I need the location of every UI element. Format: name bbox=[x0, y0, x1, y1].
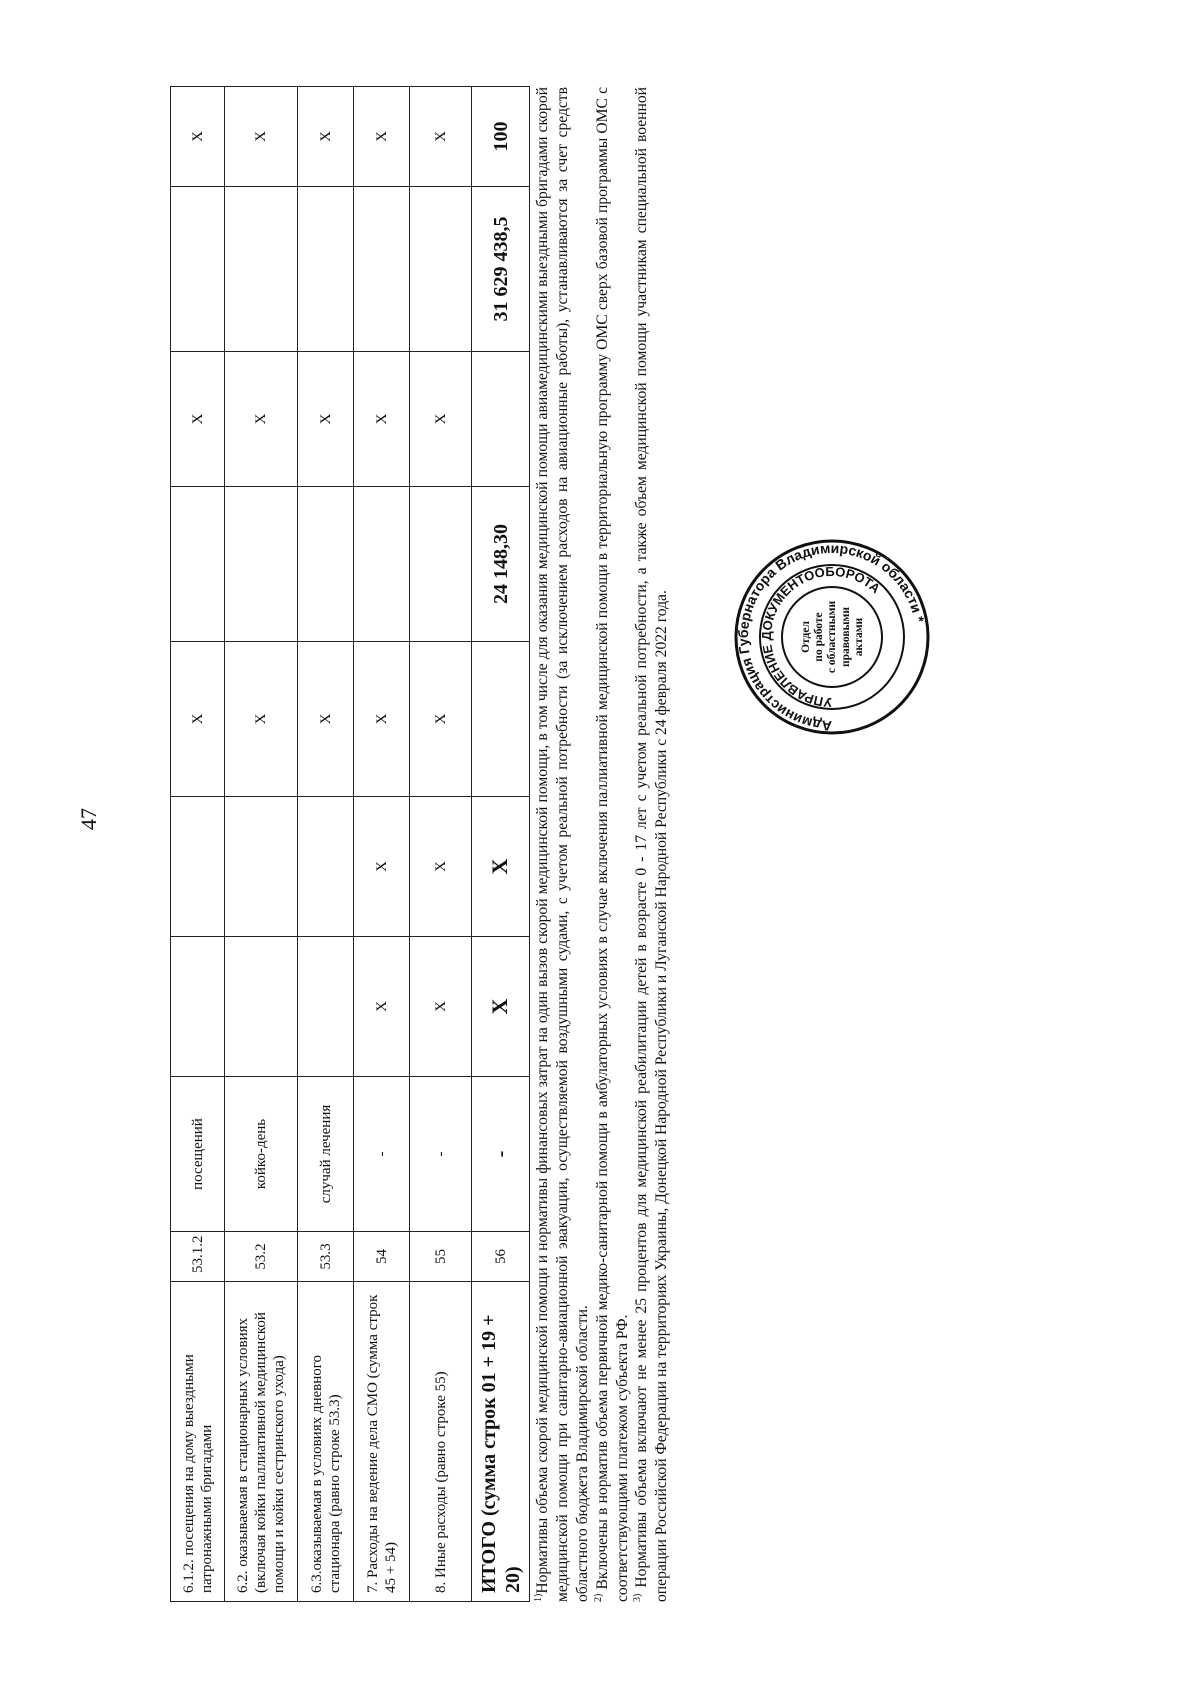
cell-col6: X bbox=[225, 642, 298, 797]
total-col10: 100 bbox=[472, 87, 530, 187]
cell-col5 bbox=[171, 797, 225, 937]
cell-col5 bbox=[298, 797, 354, 937]
cell-col5: X bbox=[354, 797, 410, 937]
cell-col7 bbox=[171, 487, 225, 642]
cell-col10: X bbox=[171, 87, 225, 187]
cell-col7 bbox=[354, 487, 410, 642]
cell-col8: X bbox=[171, 352, 225, 487]
cell-col7 bbox=[410, 487, 472, 642]
cell-col10: X bbox=[354, 87, 410, 187]
row-line-number: 53.2 bbox=[225, 1232, 298, 1282]
stamp-center-line: Отдел bbox=[799, 621, 812, 653]
cell-col6: X bbox=[171, 642, 225, 797]
cell-col9 bbox=[298, 187, 354, 352]
total-col7: 24 148,30 bbox=[472, 487, 530, 642]
cell-col9 bbox=[225, 187, 298, 352]
total-col8 bbox=[472, 352, 530, 487]
stamp-center-line: правовыми bbox=[839, 607, 852, 668]
row-name: 6.1.2. посещения на дому выездными патронажными бригадами bbox=[171, 1282, 225, 1602]
table-row bbox=[171, 87, 225, 1602]
footnote-2 bbox=[593, 87, 633, 1602]
cell-col7 bbox=[225, 487, 298, 642]
data-table bbox=[170, 86, 530, 1602]
row-line-number: 53.3 bbox=[298, 1232, 354, 1282]
row-line-number: 54 bbox=[354, 1232, 410, 1282]
cell-col5 bbox=[225, 797, 298, 937]
cell-col6: X bbox=[354, 642, 410, 797]
cell-col8: X bbox=[225, 352, 298, 487]
total-line-number: 56 bbox=[472, 1232, 530, 1282]
row-name: 7. Расходы на ведение дела СМО (сумма строк 45 + 54) bbox=[354, 1282, 410, 1602]
row-name: 6.3.оказываемая в условиях дневного стационара (равно строке 53.3) bbox=[298, 1282, 354, 1602]
table-row bbox=[298, 87, 354, 1602]
cell-col10: X bbox=[298, 87, 354, 187]
footnote-1-mark: 1) bbox=[533, 1593, 544, 1602]
stamp-center-line: по работе bbox=[813, 612, 826, 662]
cell-col9 bbox=[171, 187, 225, 352]
total-name: ИТОГО (сумма строк 01 + 19 + 20) bbox=[472, 1282, 530, 1602]
cell-col5: X bbox=[410, 797, 472, 937]
row-name: 8. Иные расходы (равно строке 55) bbox=[410, 1282, 472, 1602]
row-line-number: 53.1.2 bbox=[171, 1232, 225, 1282]
rotated-content bbox=[170, 87, 730, 1602]
total-row bbox=[472, 87, 530, 1602]
total-col4: X bbox=[472, 937, 530, 1077]
footnote-1-text: Нормативы объема скорой медицинской помощи и нормативы финансовых затрат на один вызов скорой медицинской помощи, в том числе для оказания медицинской помощи авиамедицинскими выездными бригадами скорой медицинской помощи при санитарно-авиационной эвакуации, осуществляемой воздушными судами, с учетом реальной потребности (за исключением расходов на авиационные работы), устанавливаются за счет средств областного бюджета Владимирской области. bbox=[534, 87, 591, 1602]
cell-col4 bbox=[298, 937, 354, 1077]
cell-col4 bbox=[171, 937, 225, 1077]
stamp-center-line: с областными bbox=[826, 600, 839, 674]
cell-col4: X bbox=[410, 937, 472, 1077]
footnote-2-mark: 2) bbox=[592, 1593, 604, 1602]
cell-col10: X bbox=[225, 87, 298, 187]
total-unit: - bbox=[472, 1077, 530, 1232]
row-unit: случай лечения bbox=[298, 1077, 354, 1232]
total-col5: X bbox=[472, 797, 530, 937]
table-row bbox=[410, 87, 472, 1602]
cell-col10: X bbox=[410, 87, 472, 187]
cell-col8: X bbox=[298, 352, 354, 487]
cell-col4: X bbox=[354, 937, 410, 1077]
table-row bbox=[354, 87, 410, 1602]
cell-col9 bbox=[410, 187, 472, 352]
table-row bbox=[225, 87, 298, 1602]
footnote-3 bbox=[632, 87, 672, 1602]
row-unit: - bbox=[410, 1077, 472, 1232]
cell-col6: X bbox=[410, 642, 472, 797]
row-name: 6.2. оказываемая в стационарных условиях (включая койки паллиативной медицинской помощи и койки сестринского ухода) bbox=[225, 1282, 298, 1602]
stamp-outer-text: Администрация Губернатора Владимирской области * bbox=[734, 539, 928, 735]
footnotes bbox=[533, 87, 672, 1602]
footnote-3-text: Нормативы объема включают не менее 25 процентов для медицинской реабилитации детей в возрасте 0 - 17 лет с учетом реальной потребности, а также объем медицинской помощи участникам специальной военной операции Российской Федерации на территориях Украины, Донецкой Народной Республики и Луганской Народной Республики с 24 февраля 2022 года. bbox=[633, 86, 671, 1602]
footnote-2-text: Включены в норматив объема первичной медико-санитарной помощи в амбулаторных условиях в случае включения паллиативной медицинской помощи в территориальную программу ОМС сверх базовой программы ОМС с соответствующими платежом субъекта РФ. bbox=[593, 87, 631, 1602]
cell-col8: X bbox=[410, 352, 472, 487]
cell-col9 bbox=[354, 187, 410, 352]
cell-col8: X bbox=[354, 352, 410, 487]
footnote-3-mark: 3) bbox=[632, 1593, 644, 1602]
stamp-inner-text: УПРАВЛЕНИЕ ДОКУМЕНТООБОРОТА bbox=[758, 563, 884, 711]
stamp-center-line: актами bbox=[852, 617, 865, 657]
total-col6 bbox=[472, 642, 530, 797]
row-unit: посещений bbox=[171, 1077, 225, 1232]
cell-col4 bbox=[225, 937, 298, 1077]
total-col9: 31 629 438,5 bbox=[472, 187, 530, 352]
stamp-center-text bbox=[800, 582, 866, 692]
footnote-1 bbox=[533, 87, 593, 1602]
cell-col6: X bbox=[298, 642, 354, 797]
cell-col7 bbox=[298, 487, 354, 642]
row-line-number: 55 bbox=[410, 1232, 472, 1282]
row-unit: койко-день bbox=[225, 1077, 298, 1232]
row-unit: - bbox=[354, 1077, 410, 1232]
page-number: 47 bbox=[76, 808, 101, 830]
